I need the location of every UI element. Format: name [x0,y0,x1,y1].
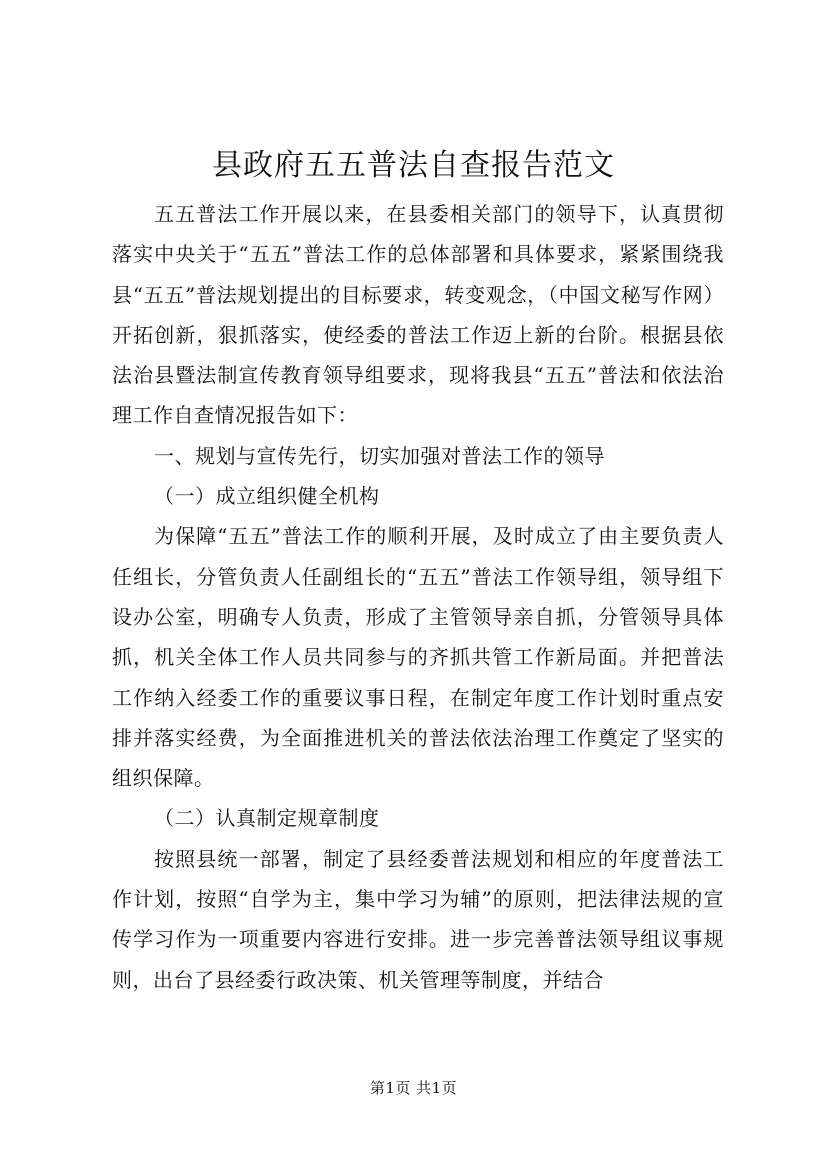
paragraph-organization: 为保障“五五”普法工作的顺利开展，及时成立了由主要负责人任组长，分管负责人任副组长的“五五”普法工作领导组，领导组下设办公室，明确专人负责，形成了主管领导亲自抓，分管领导具体抓，机关全体工作人员共同参与的齐抓共管工作新局面。并把普法工作纳入经委工作的重要议事日程，在制定年度工作计划时重点安排并落实经费，为全面推进机关的普法依法治理工作奠定了坚实的组织保障。 [112,524,724,791]
subsection-heading-1: （一）成立组织健全机构 [154,484,380,509]
paragraph-regulations: 按照县统一部署，制定了县经委普法规划和相应的年度普法工作计划，按照“自学为主，集中学习为辅”的原则，把法律法规的宣传学习作为一项重要内容进行安排。进一步完善普法领导组议事规则，出台了县经委行政决策、机关管理等制度，并结合 [112,846,724,992]
section-heading-1: 一、规划与宣传先行，切实加强对普法工作的领导 [154,443,605,468]
subsection-heading-2: （二）认真制定规章制度 [154,806,380,831]
paragraph-intro: 五五普法工作开展以来，在县委相关部门的领导下，认真贯彻落实中央关于“五五”普法工作的总体部署和具体要求，紧紧围绕我县“五五”普法规划提出的目标要求，转变观念，（中国文秘写作网）开拓创新，狠抓落实，使经委的普法工作迈上新的台阶。根据县依法治县暨法制宣传教育领导组要求，现将我县“五五”普法和依法治理工作自查情况报告如下： [112,202,724,428]
document-body [112,194,724,1000]
page-footer: 第1页 共1页 [369,1079,458,1097]
document-title: 县政府五五普法自查报告范文 [212,148,615,183]
